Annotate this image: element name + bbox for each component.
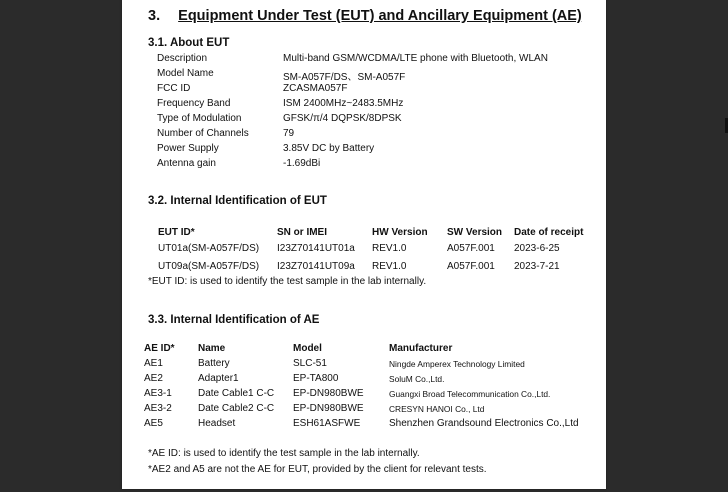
eut-table-cell: REV1.0 (372, 261, 407, 272)
ae-table-cell: Battery (198, 358, 230, 369)
about-eut-label: Antenna gain (157, 158, 216, 169)
eut-column-header: EUT ID* (158, 227, 195, 238)
eut-table-cell: REV1.0 (372, 243, 407, 254)
section-title (148, 8, 582, 24)
ae-table-cell: Headset (198, 418, 236, 429)
eut-column-header: SN or IMEI (277, 227, 328, 238)
eut-table-cell: UT01a(SM-A057F/DS) (158, 243, 260, 254)
ae-table-cell: Shenzhen Grandsound Electronics Co.,Ltd (389, 418, 579, 429)
about-eut-label: FCC ID (157, 83, 191, 94)
ae-table-cell: AE1 (144, 358, 163, 369)
ae-table-cell: AE5 (144, 418, 163, 429)
eut-column-header: HW Version (372, 227, 428, 238)
eut-column-header: Date of receipt (514, 227, 584, 238)
eut-table-cell: 2023-6-25 (514, 243, 560, 254)
about-eut-value: SM-A057F/DS、SM-A057F (283, 72, 406, 83)
about-eut-label: Power Supply (157, 143, 219, 154)
ae-identification-heading: 3.3. Internal Identification of AE (148, 314, 320, 326)
ae-table-cell: Guangxi Broad Telecommunication Co.,Ltd. (389, 389, 551, 399)
ae-table-cell: AE3-1 (144, 388, 172, 399)
ae-table-cell: AE3-2 (144, 403, 172, 414)
ae-table-cell: Date Cable1 C-C (198, 388, 275, 399)
section-title-text: Equipment Under Test (EUT) and Ancillary Equipment (AE) (178, 8, 582, 24)
about-eut-value: Multi-band GSM/WCDMA/LTE phone with Bluetooth, WLAN (283, 53, 548, 64)
ae-table-cell: EP-TA800 (293, 373, 339, 384)
about-eut-label: Type of Modulation (157, 113, 242, 124)
about-eut-value: GFSK/π/4 DQPSK/8DPSK (283, 113, 402, 124)
ae-table-cell: ESH61ASFWE (293, 418, 361, 429)
ae-table-cell: CRESYN HANOI Co., Ltd (389, 404, 485, 414)
eut-table-cell: I23Z70141UT09a (277, 261, 355, 272)
about-eut-label: Frequency Band (157, 98, 231, 109)
ae-table-cell: SoluM Co.,Ltd. (389, 374, 445, 384)
eut-column-header: SW Version (447, 227, 503, 238)
ae-table-cell: EP-DN980BWE (293, 388, 364, 399)
eut-identification-heading: 3.2. Internal Identification of EUT (148, 195, 327, 207)
eut-footnote: *EUT ID: is used to identify the test sample in the lab internally. (148, 276, 427, 287)
eut-table-cell: A057F.001 (447, 243, 495, 254)
ae-table-cell: AE2 (144, 373, 163, 384)
ae-table-cell: EP-DN980BWE (293, 403, 364, 414)
eut-table-cell: UT09a(SM-A057F/DS) (158, 261, 260, 272)
ae-column-header: Name (198, 343, 226, 354)
about-eut-label: Description (157, 53, 208, 64)
about-eut-label: Number of Channels (157, 128, 249, 139)
ae-column-header: Model (293, 343, 322, 354)
document-page (122, 0, 606, 489)
about-eut-label: Model Name (157, 68, 214, 79)
ae-table-cell: Adapter1 (198, 373, 239, 384)
ae-table-cell: Ningde Amperex Technology Limited (389, 359, 525, 369)
ae-column-header: Manufacturer (389, 343, 453, 354)
about-eut-value: ISM 2400MHz~2483.5MHz (283, 98, 404, 109)
ae-footnote: *AE2 and A5 are not the AE for EUT, provided by the client for relevant tests. (148, 464, 487, 475)
about-eut-value: 3.85V DC by Battery (283, 143, 375, 154)
section-number: 3. (148, 8, 161, 24)
about-eut-heading: 3.1. About EUT (148, 37, 230, 49)
eut-table-cell: 2023-7-21 (514, 261, 560, 272)
ae-table-cell: SLC-51 (293, 358, 327, 369)
eut-table-cell: I23Z70141UT01a (277, 243, 355, 254)
ae-column-header: AE ID* (144, 343, 175, 354)
about-eut-value: ZCASMA057F (283, 83, 348, 94)
ae-footnote: *AE ID: is used to identify the test sample in the lab internally. (148, 448, 420, 459)
about-eut-value: 79 (283, 128, 295, 139)
eut-table-cell: A057F.001 (447, 261, 495, 272)
about-eut-value: -1.69dBi (283, 158, 321, 169)
ae-table-cell: Date Cable2 C-C (198, 403, 275, 414)
